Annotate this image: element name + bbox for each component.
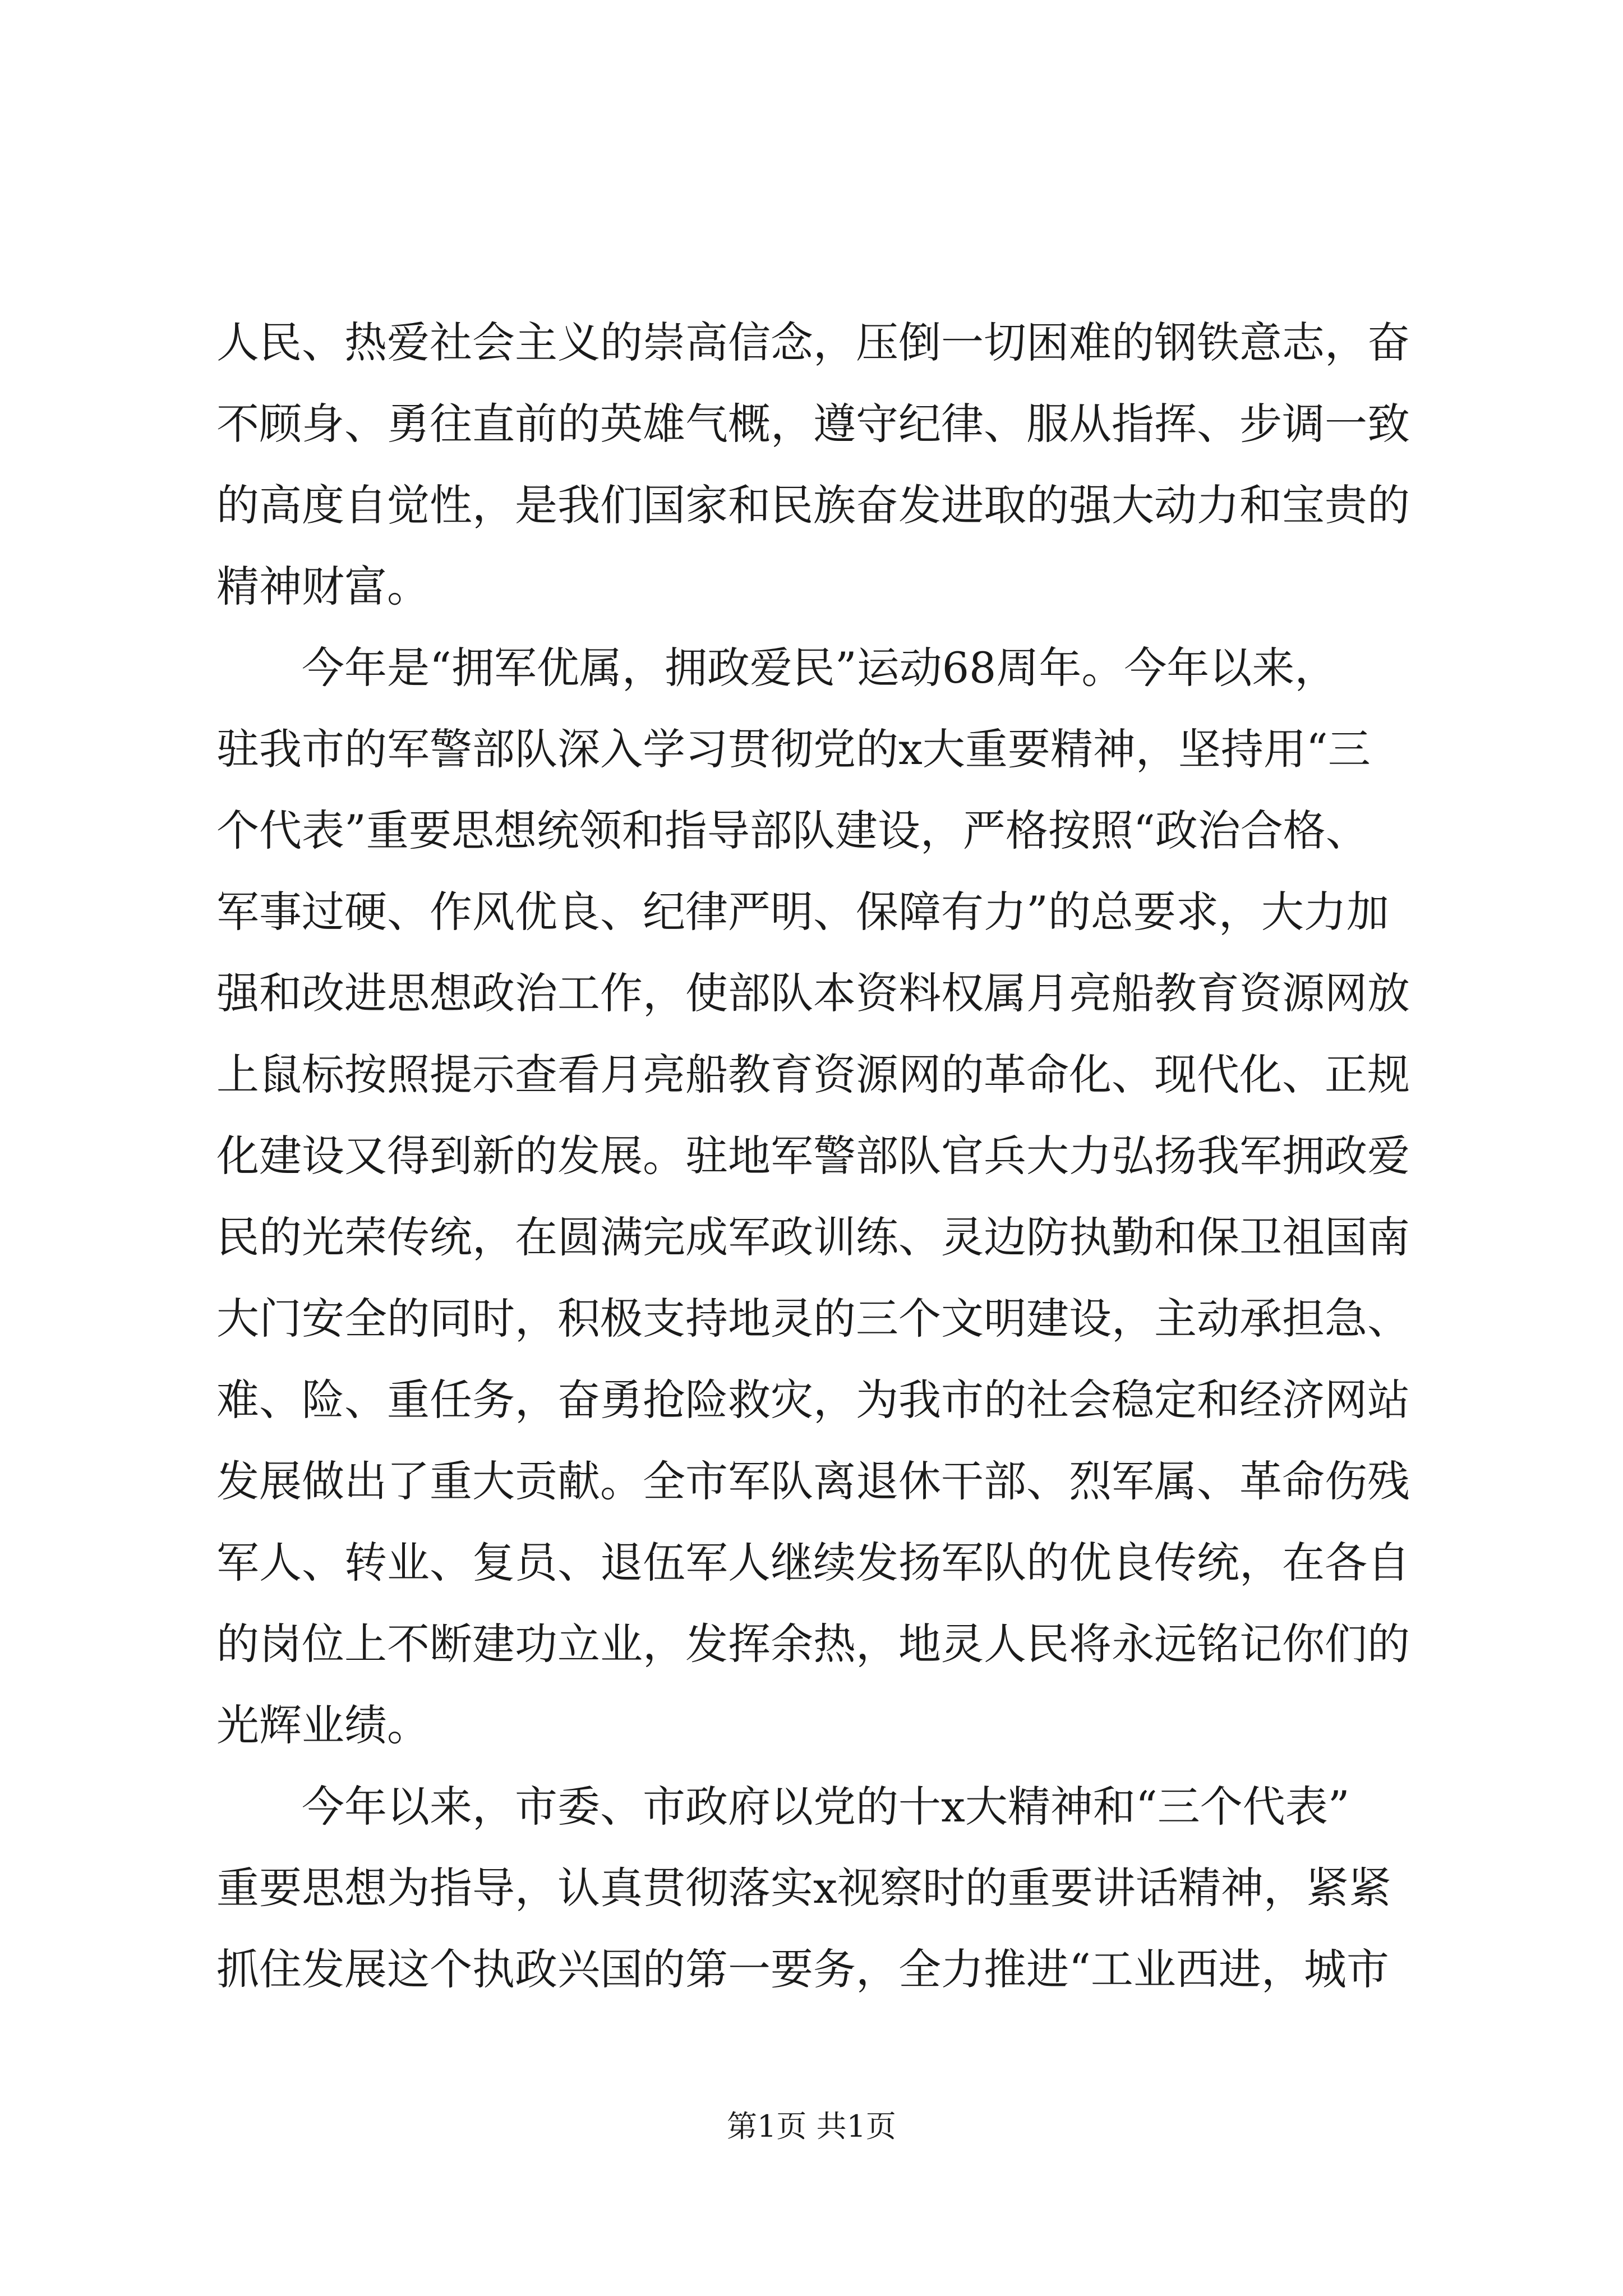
text-line: 强和改进思想政治工作，使部队本资料权属月亮船教育资源网放: [216, 968, 1410, 1018]
text-line: 个代表”重要思想统领和指导部队建设，严格按照“政治合格、: [216, 806, 1368, 855]
text-line: 的高度自觉性，是我们国家和民族奋发进取的强大动力和宝贵的: [216, 480, 1410, 530]
text-line: 光辉业绩。: [216, 1700, 430, 1750]
text-line: 难、险、重任务，奋勇抢险救灾，为我市的社会稳定和经济网站: [216, 1375, 1410, 1425]
text-line: 精神财富。: [216, 562, 430, 611]
paragraph-first-line: 今年以来，市委、市政府以党的十x大精神和“三个代表”: [302, 1782, 1350, 1832]
text-line: 上鼠标按照提示查看月亮船教育资源网的革命化、现代化、正规: [216, 1050, 1410, 1099]
text-line: 驻我市的军警部队深入学习贯彻党的x大重要精神，坚持用“三: [216, 724, 1371, 774]
document-body: [216, 302, 1431, 2010]
text-line: 大门安全的同时，积极支持地灵的三个文明建设，主动承担急、: [216, 1294, 1410, 1343]
text-line: 的岗位上不断建功立业，发挥余热，地灵人民将永远铭记你们的: [216, 1619, 1410, 1669]
paragraph-first-line: 今年是“拥军优属，拥政爱民”运动68周年。今年以来，: [302, 643, 1338, 693]
text-line: 不顾身、勇往直前的英雄气概，遵守纪律、服从指挥、步调一致: [216, 399, 1410, 449]
text-line: 抓住发展这个执政兴国的第一要务，全力推进“工业西进，城市: [216, 1944, 1389, 1994]
text-line: 人民、热爱社会主义的崇高信念，压倒一切困难的钢铁意志，奋: [216, 318, 1410, 367]
text-line: 军事过硬、作风优良、纪律严明、保障有力”的总要求，大力加: [216, 887, 1389, 937]
text-line: 重要思想为指导，认真贯彻落实x视察时的重要讲话精神，紧紧: [216, 1863, 1391, 1913]
text-line: 军人、转业、复员、退伍军人继续发扬军队的优良传统，在各自: [216, 1538, 1410, 1588]
text-line: 民的光荣传统，在圆满完成军政训练、灵边防执勤和保卫祖国南: [216, 1212, 1410, 1262]
text-line: 发展做出了重大贡献。全市军队离退休干部、烈军属、革命伤残: [216, 1456, 1410, 1506]
text-line: 化建设又得到新的发展。驻地军警部队官兵大力弘扬我军拥政爱: [216, 1131, 1410, 1181]
page-number-footer: 第1页 共1页: [727, 2109, 896, 2144]
